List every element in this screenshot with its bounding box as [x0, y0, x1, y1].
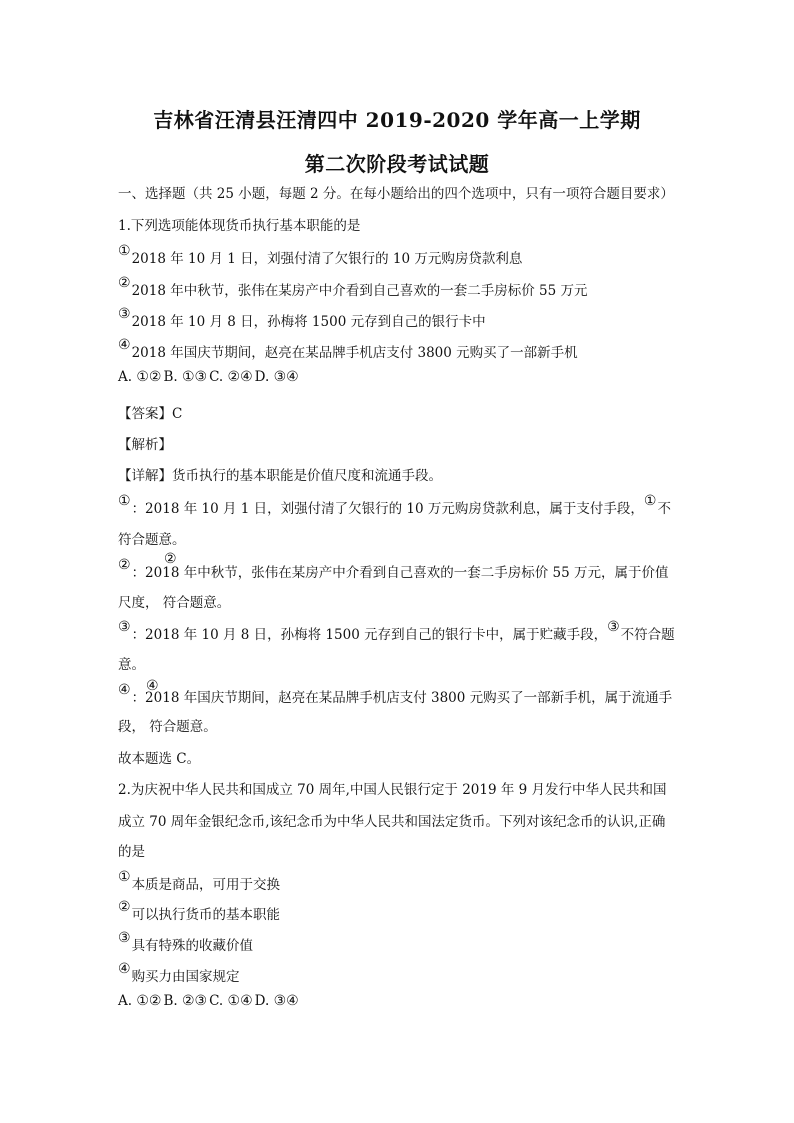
q2-item-1: [118, 869, 678, 893]
option-d-letter: D.: [254, 993, 270, 1009]
item-text: 购买力由国家规定: [131, 969, 240, 985]
option-b-value: ②③: [181, 993, 208, 1009]
q2-item-3: [118, 930, 678, 954]
q1-options: [118, 370, 678, 385]
q1-item-2: [118, 275, 678, 299]
q1-explain-2-cont: 尺度， 符合题意。: [118, 595, 231, 611]
item-text: 2018 年 10 月 1 日，刘强付清了欠银行的 10 万元购房贷款利息: [131, 251, 523, 267]
q1-explain-4-cont: 段， 符合题意。: [118, 719, 217, 735]
option-d-value: ③④: [273, 993, 299, 1009]
item-text: 2018 年 10 月 8 日，孙梅将 1500 元存到自己的银行卡中: [131, 314, 486, 330]
item-number: ④: [118, 961, 131, 977]
q1-item-1: [118, 243, 678, 267]
q2-options: [118, 994, 678, 1009]
explain-number: ①: [118, 493, 131, 509]
explain-text: ：2018 年 10 月 8 日，孙梅将 1500 元存到自己的银行卡中，属于贮藏手段，: [131, 627, 608, 643]
q2-stem-line-2: 成立 70 周年金银纪念币,该纪念币为中华人民共和国法定货币。下列对该纪念币的认识,正确: [118, 814, 666, 830]
item-number: ②: [118, 275, 131, 291]
explain-text: ：2018 年中秋节，张伟在某房产中介看到自己喜欢的一套二手房标价 55 万元，属于价值: [131, 565, 669, 581]
explain-text: ：2018 年 10 月 1 日，刘强付清了欠银行的 10 万元购房贷款利息，属于支付手段，: [131, 501, 644, 517]
item-number: ②: [118, 899, 131, 915]
q1-explain-3: [118, 619, 678, 643]
explain-number-2: ③: [607, 619, 620, 635]
item-number: ③: [118, 930, 131, 946]
option-c-value: ②④: [227, 369, 253, 385]
q1-stem: 1.下列选项能体现货币执行基本职能的是: [118, 218, 361, 234]
q1-explain-1-cont: 符合题意。: [118, 532, 186, 548]
q1-explain-1: [118, 493, 678, 517]
option-a-letter: A.: [118, 993, 133, 1009]
item-text: 2018 年国庆节期间，赵亮在某品牌手机店支付 3800 元购买了一部新手机: [131, 345, 578, 361]
option-a-value: ①②: [136, 369, 162, 385]
q2-stem-line-1: 2.为庆祝中华人民共和国成立 70 周年,中国人民银行定于 2019 年 9 月发行中华人民共和国: [118, 782, 667, 798]
section-heading: 一、选择题（共 25 小题，每题 2 分。在每小题给出的四个选项中，只有一项符合题目要求）: [118, 186, 674, 202]
q1-analysis-heading: 【解析】: [118, 437, 172, 453]
item-number: ④: [118, 337, 131, 353]
item-text: 具有特殊的收藏价值: [131, 938, 254, 954]
q2-item-2: [118, 899, 678, 923]
option-c-letter: C.: [209, 993, 224, 1009]
item-text: 可以执行货币的基本职能: [131, 907, 281, 923]
option-a-letter: A.: [118, 369, 133, 385]
explain-number-2: ①: [643, 493, 657, 509]
item-text: 2018 年中秋节，张伟在某房产中介看到自己喜欢的一套二手房标价 55 万元: [131, 283, 588, 299]
title-line-1: 吉林省汪清县汪清四中 2019-2020 学年高一上学期: [153, 108, 641, 132]
option-c-letter: C.: [209, 369, 224, 385]
item-number: ①: [118, 869, 131, 885]
explain-text: ：2018 年国庆节期间，赵亮在某品牌手机店支付 3800 元购买了一部新手机，属于流通手: [131, 690, 673, 706]
item-number: ③: [118, 306, 131, 322]
q1-item-4: [118, 337, 678, 361]
q2-stem-line-3: 的是: [118, 844, 145, 860]
option-d-letter: D.: [254, 369, 270, 385]
option-b-value: ①③: [181, 369, 208, 385]
q1-detail: 【详解】货币执行的基本职能是价值尺度和流通手段。: [118, 468, 442, 484]
q1-item-3: [118, 306, 678, 330]
explain-overlap-number: ④: [146, 678, 159, 694]
q1-explain-4: [118, 678, 678, 706]
q1-explain-3-cont: 意。: [118, 657, 145, 673]
item-text: 本质是商品，可用于交换: [131, 877, 281, 893]
option-b-letter: B.: [163, 369, 178, 385]
q2-item-4: [118, 961, 678, 985]
q1-explain-2: [118, 551, 678, 581]
option-c-value: ①④: [227, 993, 253, 1009]
explain-tail: 不: [657, 501, 671, 517]
explain-number: ③: [118, 619, 131, 635]
title-line-2: 第二次阶段考试试题: [304, 152, 490, 176]
explain-overlap-number: ②: [164, 551, 177, 567]
explain-number: ④: [118, 682, 131, 698]
option-a-value: ①②: [136, 993, 162, 1009]
q1-answer: 【答案】C: [118, 406, 183, 422]
q1-conclusion: 故本题选 C。: [118, 751, 201, 767]
item-number: ①: [118, 243, 131, 259]
explain-tail: 不符合题: [620, 627, 675, 643]
option-d-value: ③④: [273, 369, 299, 385]
option-b-letter: B.: [163, 993, 178, 1009]
explain-number: ②: [118, 557, 131, 573]
